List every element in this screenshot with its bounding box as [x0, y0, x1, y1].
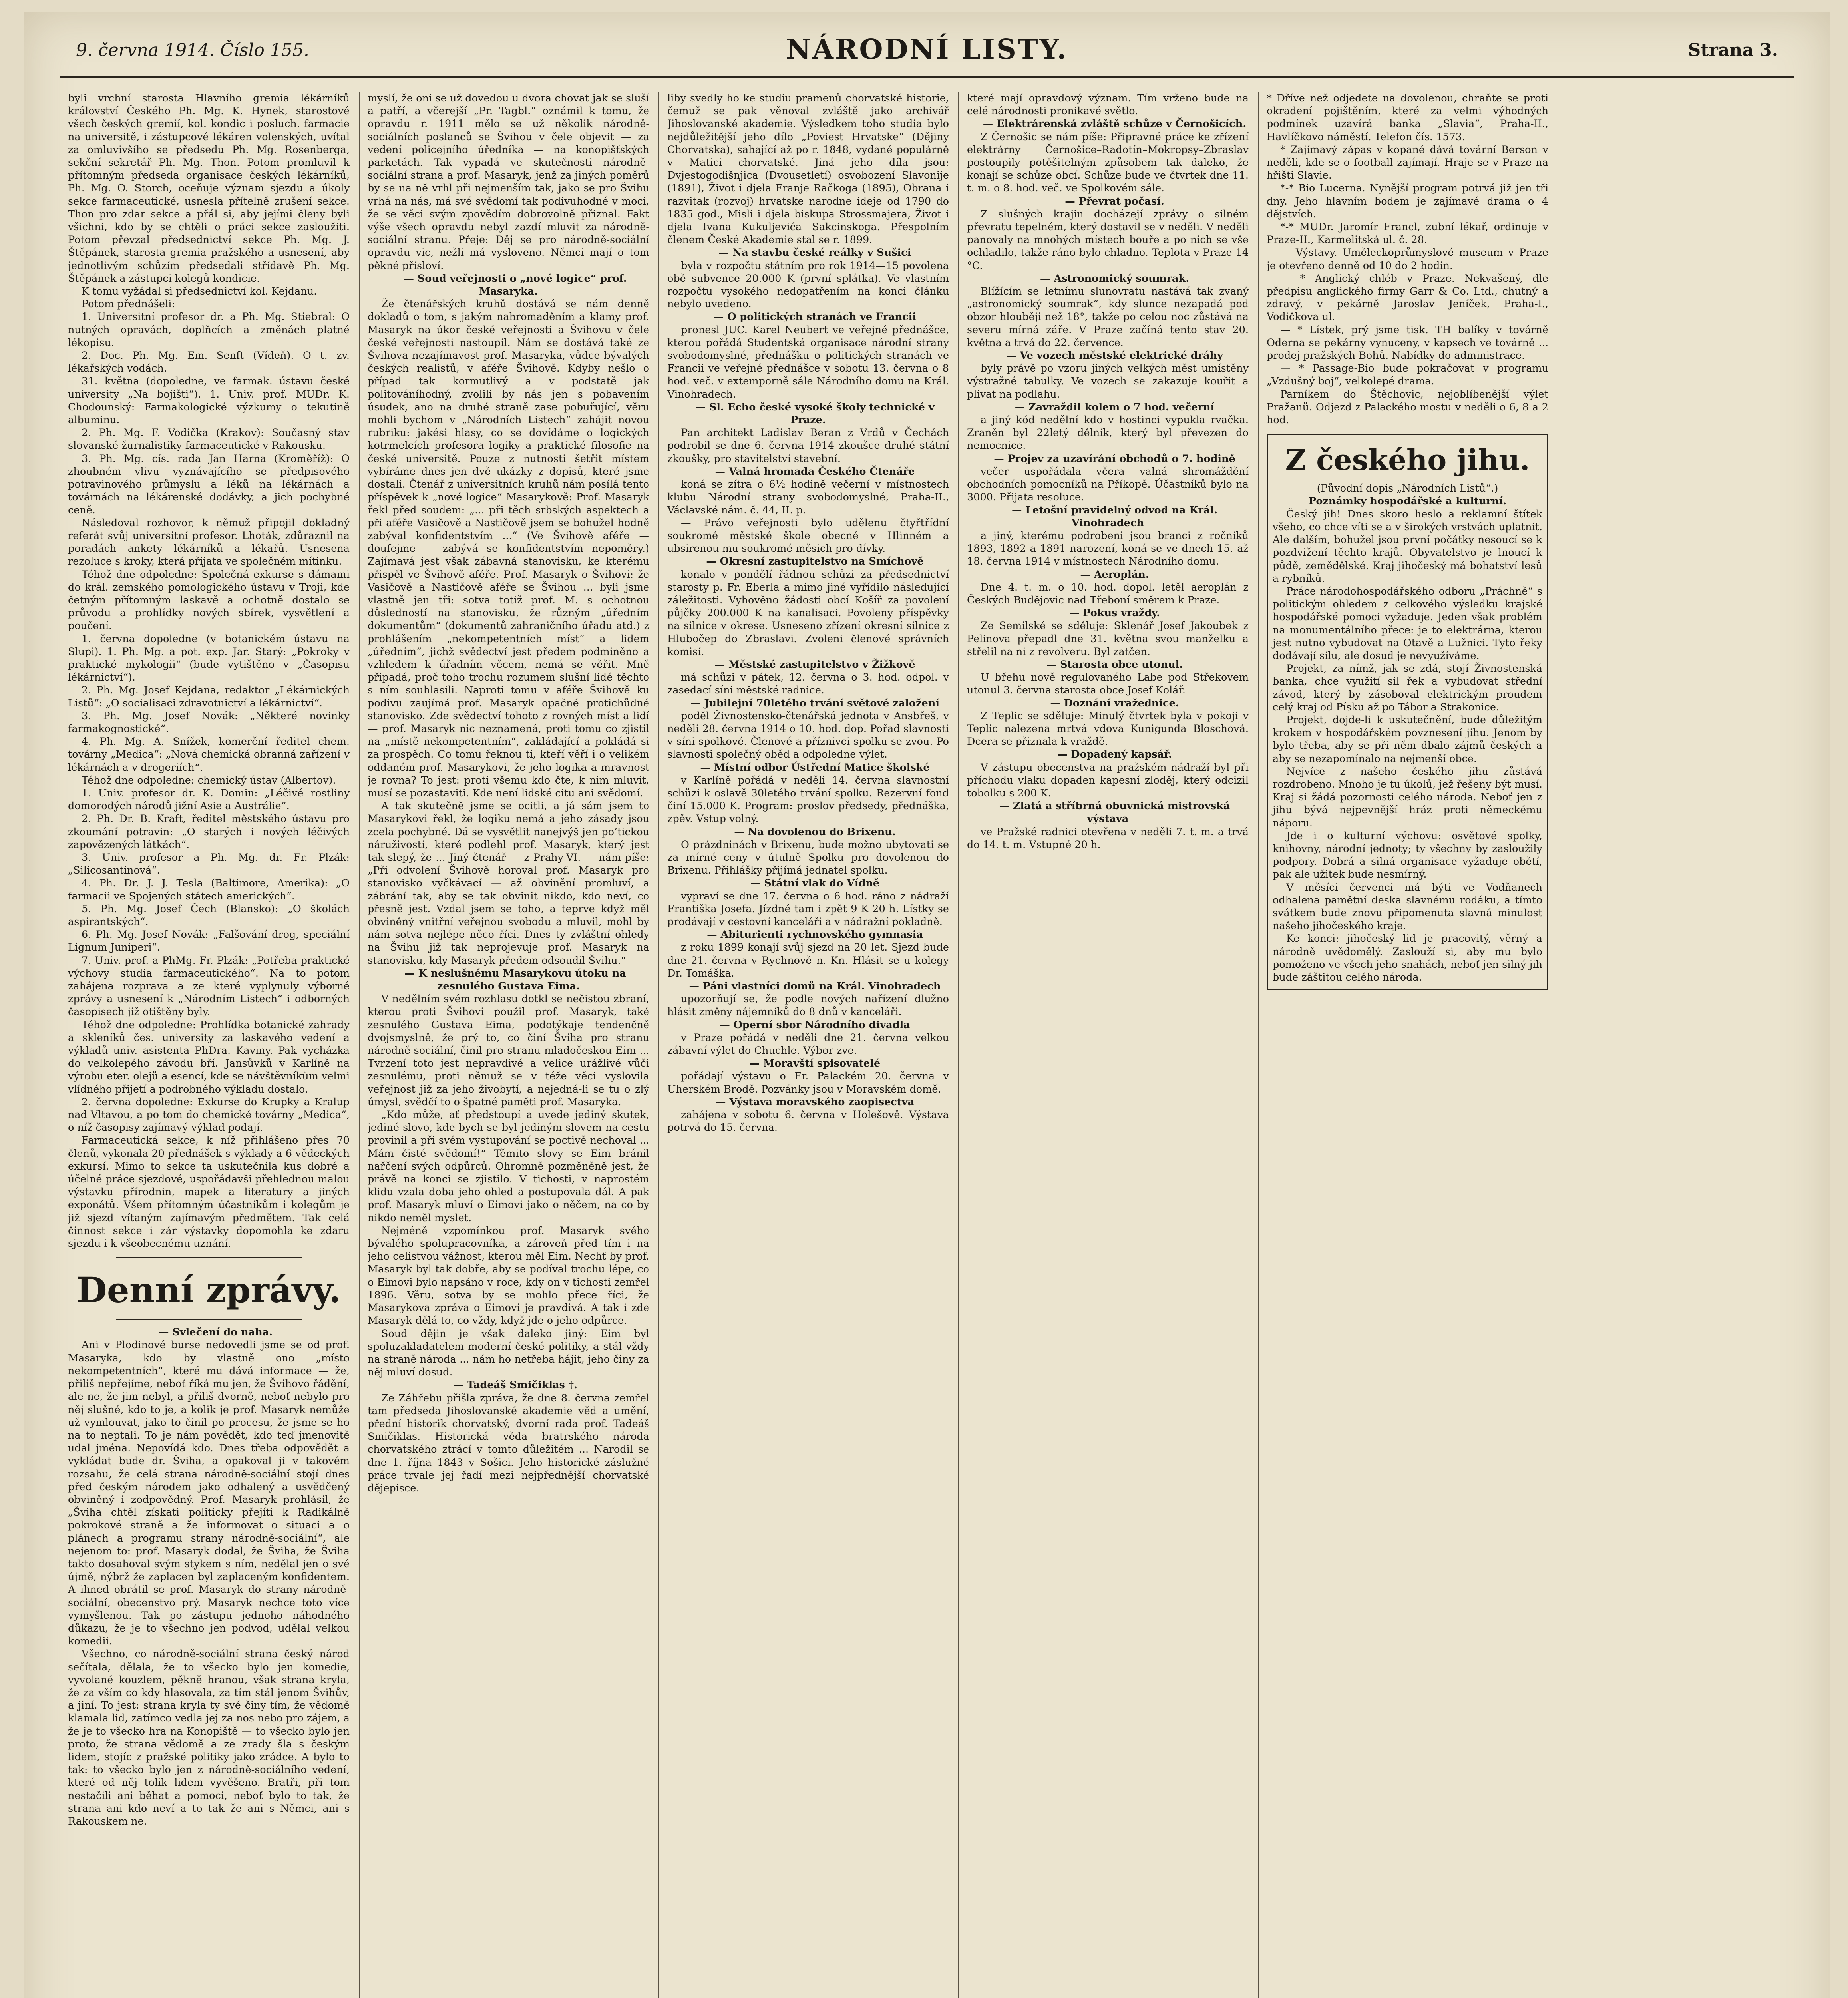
article-heading: — Aeroplán. [1080, 568, 1149, 581]
column-3 [667, 92, 949, 1998]
paragraph: V měsíci červenci má býti ve Vodňanech odhalena pamětní deska slavnému rodáku, a tímto svátkem bude znovu připomenuta slavná minulost našeho jihočeského kraje. [1273, 881, 1542, 932]
article-heading: — Zavraždil kolem o 7 hod. večerní [1015, 401, 1215, 413]
paragraph: 7. Univ. prof. a PhMg. Fr. Plzák: „Potřeba praktické výchovy studia farmaceutického“. Na to potom zahájena rozprava a ze které vyplynuly výborné zprávy a usnesení k „Národním Listech“ i odborných časopisech již otištěny byly. [68, 954, 350, 1018]
paragraph: „Kdo může, ať předstoupí a uvede jediný skutek, jediné slovo, kde bych se byl jediným slovem na cestu provinil a při svém vystupování se poctivě nechoval ... Mám čisté svědomí!“ Těmito slovy se Eim bránil nařčení svých odpůrců. Ohromně pozměněně jest, že právě na konci se zjistilo. V tichosti, v naprostém klidu vzala doba jeho ohled a postupovala dál. A pak prof. Masaryk mluví o Eimovi jako o něčem, na co by nikdo neměl myslet. [368, 1109, 649, 1224]
paragraph: Projekt, za nímž, jak se zdá, stojí Živnostenská banka, chce využití sil řek a vybudovat střední závod, který by zásoboval elektrickým proudem celý kraj od Písku až po Tábor a Strakonice. [1273, 663, 1542, 713]
paragraph: Pan architekt Ladislav Beran z Vrdů v Čechách podrobil se dne 6. června 1914 zkoušce druhé státní zkoušky, pro stavitelství stavební. [667, 427, 949, 465]
advertisement: — Výstavy. Uměleckoprůmyslové museum v Praze je otevřeno denně od 10 do 2 hodin. [1267, 247, 1548, 272]
advertisement: *-* MUDr. Jaromír Francl, zubní lékař, ordinuje v Praze-II., Karmelitská ul. č. 28. [1267, 221, 1548, 246]
column-rule [658, 92, 659, 1998]
paragraph: 2. června dopoledne: Exkurse do Krupky a Kralup nad Vltavou, a po tom do chemické továrny „Medica“, o níž časopisy zajímavý výklad podají. [68, 1096, 350, 1134]
paragraph: Ze Záhřebu přišla zpráva, že dne 8. června zemřel tam předseda Jihoslovanské akademie věd a umění, přední historik chorvatský, dvorní rada prof. Tadeáš Smičiklas. Historická věda bratrského národa chorvatského ztrácí v tomto důležitém ... Narodil se dne 1. října 1843 v Sošici. Jeho historické záslužné práce trvale jej řadí mezi nejpřednější chorvatské dějepisce. [368, 1392, 649, 1494]
paragraph: byla v rozpočtu státním pro rok 1914—15 povolena obě subvence 20.000 K (první splátka). Ve vlastním rozpočtu vysokého nedopatřením na konci článku nebylo uvedeno. [667, 259, 949, 310]
article-heading: — Okresní zastupitelstvo na Smíchově [706, 555, 924, 568]
paragraph: byly právě po vzoru jiných velkých měst umístěny výstražné tabulky. Ve vozech se zakazuje kouřit a plivat na podlahu. [967, 362, 1249, 400]
paragraph: Z Černošic se nám píše: Připravné práce ke zřízení elektrárny Černošice–Radotín–Mokropsy–Zbraslav postoupily potěšitelným způsobem tak daleko, že konají se schůze obcí. Schůze bude ve čtvrtek dne 11. t. m. o 8. hod. več. ve Spolkovém sále. [967, 131, 1249, 195]
paragraph: Téhož dne odpoledne: Prohlídka botanické zahrady a skleníků čes. university za laskavého vedení a výkladů univ. asistenta PhDra. Kaviny. Pak vycházka do velkolepého závodu bří. Jansůvků v Karlíně na výrobu eter. olejů a esencí, kde se návštěvníkům velmi vlídného přijetí a podrobného výkladu dostalo. [68, 1019, 350, 1095]
paragraph: v Praze pořádá v neděli dne 21. června velkou zábavní výlet do Chuchle. Výbor zve. [667, 1031, 949, 1057]
paragraph: 1. června dopoledne (v botanickém ústavu na Slupi). 1. Ph. Mg. a pot. exp. Jar. Starý: „Pokroky v praktické mykologii“ (bude vytištěno v „Časopisu lékárnictví“). [68, 633, 350, 684]
section-divider [116, 1319, 302, 1320]
paragraph: 3. Univ. profesor a Ph. Mg. dr. Fr. Plzák: „Silicosantinová“. [68, 851, 350, 877]
paragraph: 2. Ph. Dr. B. Kraft, ředitel městského ústavu pro zkoumání potravin: „O starých i nových léčivých zapovězených látkách“. [68, 813, 350, 851]
paragraph: pořádají výstavu o Fr. Palackém 20. června v Uherském Brodě. Pozvánky jsou v Moravském domě. [667, 1070, 949, 1095]
paragraph: 2. Doc. Ph. Mg. Em. Senft (Vídeň). O t. zv. lékařských vodách. [68, 350, 350, 375]
paragraph: Farmaceutická sekce, k níž přihlášeno přes 70 členů, vykonala 20 přednášek s výklady a 6 vědeckých exkursí. Mimo to sekce ta uskutečnila kus dobré a účelné práce sjezdové, uspořádavši přehlednou malou výstavku přírodnin, mapek a literatury a jiných exponátů. Všem přítomným účastníkům i kolegům je již sjezd vítaným zajímavým předmětem. Tak celá činnost sekce i zár výstavky dopomohla ke zdaru sjezdu i k všeobecnému uznání. [68, 1134, 350, 1250]
article-heading: — Pokus vraždy. [1069, 607, 1160, 619]
paragraph: má schůzi v pátek, 12. června o 3. hod. odpol. v zasedací síni městské radnice. [667, 671, 949, 697]
advertisement: * Dříve než odjedete na dovolenou, chraňte se proti okradení pojištěním, které za velmi výhodných podmínek uzavírá banka „Slavia“, Praha-II., Havlíčkovo náměstí. Telefon čís. 1573. [1267, 92, 1548, 143]
paragraph: U břehu nově regulovaného Labe pod Střekovem utonul 3. června starosta obce Josef Kolář. [967, 671, 1249, 697]
paragraph: z roku 1899 konají svůj sjezd na 20 let. Sjezd bude dne 21. června v Rychnově n. Kn. Hlásit se u kolegy Dr. Tomáška. [667, 941, 949, 979]
article-heading: — Sl. Echo české vysoké školy technické v Praze. [695, 401, 935, 426]
feature-source: (Původní dopis „Národních Listů“.) [1317, 482, 1498, 495]
paragraph: 2. Ph. Mg. Josef Kejdana, redaktor „Lékárnických Listů“: „O socialisaci zdravotnictví a lékárnictví“. [68, 684, 350, 709]
paragraph: Dne 4. t. m. o 10. hod. dopol. letěl aeroplán z Českých Budějovic nad Třeboní směrem k Praze. [967, 581, 1249, 606]
paragraph: Práce národohospodářského odboru „Práchně“ s politickým ohledem z celkového výsledku krajské hospodářské pomoci vyžaduje. Jeden však problém na monumentálního přece: je to elektrárna, kterou jest nutno vybudovat na Otavě a Lužnici. Tyto řeky dodávají sílu, ale dosud je nevyužíváme. [1273, 585, 1542, 662]
article-heading: — Místní odbor Ústřední Matice školské [700, 761, 930, 774]
paragraph: Z Teplic se sděluje: Minulý čtvrtek byla v pokoji v Teplic nalezena mrtvá vdova Kunigunda Bloschová. Dcera se přiznala k vraždě. [967, 710, 1249, 748]
article-heading: — Státní vlak do Vídně [750, 877, 880, 890]
article-heading: — Jubilejní 70letého trvání světové založení [690, 697, 939, 709]
article-heading: — Projev za uzavírání obchodů o 7. hodině [994, 452, 1235, 465]
article-heading: — Astronomický soumrak. [1040, 272, 1190, 285]
paragraph: Ani v Plodinové burse nedovedli jsme se od prof. Masaryka, kdo by vlastně ono „místo nekompetentních“, které mu dává informace — že, přiliš nepřejíme, neboť říká mu jen, že Švihovo řádění, ale ne, že jim nebyl, a přiliš dvorně, neboť nebylo pro něj slušné, kdo to je, a kolik je prof. Masaryk nemůže už vymlouvat, jako to činil po procesu, že jsme se ho na to neptali. To je nám povědět, kdo teď jmenovitě udal jména. Nepovídá kdo. Dnes třeba odpovědět a vykládat bude dr. Šviha, a opakoval ji v takovém rozsahu, že celá strana národně-sociální stojí dnes před českým národem jako odhalený a usvědčený obviněný i zodpovědný. Prof. Masaryk prohlásil, že „Šviha chtěl získati politicky přejíti k Radikálně pokrokové straně a že informovat o situaci a o plánech a programu strany národně-sociální“, ale nejenom to: prof. Masaryk dodal, že Šviha, že Šviha takto dosahoval svým stykem s ním, nedělal jen o své újmě, nýbrž že zaplacen byl zaplaceným konfidentem. A ihned obrátil se prof. Masaryk do strany národně-sociální, obecenstvo prý. Masaryk nechce toto více vymyšlenou. Tak po zástupu jednoho náhodného důkazu, že je to všechno jen podvod, udělal velkou komedii. [68, 1339, 350, 1648]
column-4 [967, 92, 1249, 1998]
paragraph: v Karlíně pořádá v neděli 14. června slavnostní schůzi k oslavě 30letého trvání spolku. Rezervní fond činí 15.000 K. Program: proslov předsedy, přednáška, zpěv. Vstup volný. [667, 774, 949, 825]
paragraph: K tomu vyžádal si předsednictví kol. Kejdanu. [82, 285, 317, 298]
column-rule [1258, 92, 1259, 1998]
paragraph: Blížícím se letnímu slunovratu nastává tak zvaný „astronomický soumrak“, kdy slunce nezapadá pod obzor hlouběji než 18°, takže po celou noc zůstává na severu mírná záře. V Praze začíná tento stav 20. května a trvá do 22. července. [967, 285, 1249, 349]
paragraph: a jiný, kterému podrobeni jsou branci z ročníků 1893, 1892 a 1891 narození, koná se ve dnech 15. až 18. června 1914 v místnostech Národního domu. [967, 529, 1249, 568]
section-divider [116, 1257, 302, 1258]
paragraph: Ze Semilské se sděluje: Sklenář Josef Jakoubek z Pelinova přepadl dne 31. května svou manželku a střelil na ni z revolveru. Byl zatčen. [967, 620, 1249, 658]
paragraph: V nedělním svém rozhlasu dotkl se nečistou zbraní, kterou proti Švihovi použil prof. Masaryk, také zesnulého Gustava Eima, podotýkaje tendenčně dvojsmyslně, že prý to, co činí Šviha pro stranu národně-sociální, činil pro stranu mladočeskou Eim ... Tvrzení toto jest nepravdivé a velice urážlivé vůči zesnulému, proti němuž se v téže věci vyslovila veřejnost již za jeho živobytí, a nejedná-li se tu o zlý úmysl, svědčí to o špatné paměti prof. Masaryka. [368, 993, 649, 1108]
paragraph: které mají opravdový význam. Tím vrženo bude na celé národnosti pronikavé světlo. [967, 92, 1249, 117]
section-heading-denni-zpravy: Denní zprávy. [76, 1269, 341, 1311]
article-heading: — Výstava moravského zaopisectva [715, 1096, 914, 1108]
advertisement: Parníkem do Štěchovic, nejoblíbenější výlet Pražanů. Odjezd z Palackého mostu v neděli o 6, 8 a 2 hod. [1267, 388, 1548, 426]
newspaper-page [24, 12, 1830, 1998]
article-heading: — Letošní pravidelný odvod na Král. Vinohradech [1011, 504, 1218, 529]
paragraph: Následoval rozhovor, k němuž připojil dokladný referát svůj universitní profesor. Lhoták, zdůraznil na poradách ankety lékárníků a lékařů. Usnesena rezoluce s kroky, která přijata ve společném mítinku. [68, 517, 350, 568]
paragraph: vypraví se dne 17. června o 6 hod. ráno z nádraží Františka Josefa. Jízdné tam i zpět 9 K 20 h. Lístky se prodávají v cestovní kanceláři a v nádražní pokladně. [667, 890, 949, 928]
newspaper-title: NÁRODNÍ LISTY. [786, 34, 1068, 66]
paragraph: pronesl JUC. Karel Neubert ve veřejné přednášce, kterou pořádá Studentská organisace národní strany svobodomyslné, přednášku o politických stranách ve Francii ve veřejné přednášce v sobotu 13. června o 8 hod. več. v extemporně sále Národního domu na Král. Vinohradech. [667, 324, 949, 400]
article-heading: — Soud veřejnosti o „nové logice“ prof. Masaryka. [404, 272, 627, 298]
advertisement: — * Lístek, prý jsme tisk. TH balíky v továrně Oderna se pekárny vynuceny, v kapsech ve továrně ... prodej pražských Bohů. Nabídky do administrace. [1267, 324, 1548, 362]
paragraph: 3. Ph. Mg. Josef Novák: „Některé novinky farmakognostické“. [68, 710, 350, 735]
paragraph: 31. května (dopoledne, ve farmak. ústavu české university „Na bojišti“). 1. Univ. prof. MUDr. K. Chodounský: Farmakologické výzkumy o tekutině albuminu. [68, 375, 350, 426]
article-heading: — Na stavbu české reálky v Sušici [718, 247, 911, 259]
paragraph: Ke konci: jihočeský lid je pracovitý, věrný a národně uvědomělý. Zaslouží si, aby mu bylo pomoženo ve všech jeho snahách, neboť jen silný jih bude záštitou celého národa. [1273, 933, 1542, 983]
paragraph: večer uspořádala včera valná shromáždění obchodních pomocníků na Příkopě. Účastníků bylo na 3000. Přijata resoluce. [967, 465, 1249, 503]
paragraph: 4. Ph. Mg. A. Snížek, komerční ředitel chem. továrny „Medica“: „Nová chemická obranná zařízení v lékárnách a v drogeriích“. [68, 736, 350, 774]
article-heading: — Svlečení do naha. [158, 1326, 273, 1339]
article-heading: — Dopadený kapsář. [1057, 748, 1172, 761]
paragraph: zahájena v sobotu 6. června v Holešově. Výstava potrvá do 15. června. [667, 1109, 949, 1134]
article-heading: — Moravští spisovatelé [749, 1057, 881, 1070]
paragraph: myslí, že oni se už dovedou u dvora chovat jak se sluší a patří, a včerejší „Pr. Tagbl.“ oznámil k tomu, že opravdu r. 1911 mělo se už několik národně-sociálních poslanců se Švihou v čele objevit — za vedení policejního úředníka — na konopišťských parketách. Tak vypadá ve skutečnosti národně-sociální strana a prof. Masaryk, jenž za jiných poměrů by se na ně vrhl při nejmenším tak, jako se pro Švihu vrhá na nás, má své svědomí tak podivuhodné v moci, že se věci svým zpovědím dobrovolně přiznal. Fakt výše všech opravdu nebyl zazdí mluvit za národně-sociální stranu. Přeje: Děj se pro národně-sociální opravdu vic, nežli má vysloveno. Němci mají o tom pěkné přísloví. [368, 92, 649, 272]
paragraph: liby svedly ho ke studiu pramenů chorvatské historie, čemuž se pak věnoval zvláště jako archivář Jihoslovanské akademie. Výsledkem toho studia bylo nejdůležitější jeho dílo „Poviest Hrvatske“ (Dějiny Chorvatska), sahající až po r. 1848, vydané populárně v Matici chorvatské. Jiná jeho díla jsou: Dvjestogodišnjica (Dvousetletí) osvobození Slavonije (1891), Život i djela Franje Račkoga (1895), Obrana i razvitak (rozvoj) hrvatske narodne ideje od 1790 do 1835 god., Misli i djela biskupa Strossmajera, Život i djela Ivana Kukuljevića Sakcinskoga. Přespolním členem České Akademie stal se r. 1899. [667, 92, 949, 246]
column-2 [368, 92, 649, 1998]
article-heading: — Páni vlastníci domů na Král. Vinohradech [689, 980, 941, 993]
column-rule [958, 92, 959, 1998]
column-5 [1267, 92, 1548, 1998]
page-number: Strana 3. [1688, 40, 1778, 60]
paragraph: 1. Univ. profesor dr. K. Domin: „Léčivé rostliny domorodých národů jižní Asie a Austrálie“. [68, 787, 350, 812]
paragraph: Soud dějin je však daleko jiný: Eim byl spoluzakladatelem moderní české politiky, a stál vždy na straně národa ... nám ho netřeba hájit, jeho činy za něj mluví dosud. [368, 1327, 649, 1379]
paragraph: 4. Ph. Dr. J. J. Tesla (Baltimore, Amerika): „O farmacii ve Spojených státech amerických“. [68, 877, 350, 902]
issue-date: 9. června 1914. Číslo 155. [76, 40, 309, 60]
paragraph: ve Pražské radnici otevřena v neděli 7. t. m. a trvá do 14. t. m. Vstupné 20 h. [967, 826, 1249, 851]
article-heading: — Převrat počasí. [1065, 195, 1164, 207]
paragraph: O prázdninách v Brixenu, bude možno ubytovati se za mírné ceny v útulně Spolku pro dovolenou do Brixenu. Přihlášky přijímá jednatel spolku. [667, 838, 949, 877]
paragraph: Nejméně vzpomínkou prof. Masaryk svého bývalého spolupracovníka, a zároveň před tím i na jeho celistvou vážnost, kterou měl Eim. Nechť by prof. Masaryk byl tak dobře, aby se podíval trochu lépe, co o Eimovi bylo napsáno v roce, kdy on v tichosti zemřel 1896. Věru, sotva by se mohlo přece říci, že Masarykova zpráva o Eimovi je pravdivá. A tak i zde Masaryk dělá to, co vždy, když jde o jeho odpůrce. [368, 1224, 649, 1327]
paragraph: V zástupu obecenstva na pražském nádraží byl při příchodu vlaku dopaden kapesní zloděj, který odcizil tobolku s 200 K. [967, 761, 1249, 799]
article-heading: — Operní sbor Národního divadla [720, 1019, 910, 1031]
paragraph: Téhož dne odpoledne: Společná exkurse s dámami do král. zemského pomologického ústavu v Troji, kde četným přítomným laskavě a ochotně dostalo se průvodu a prohlídky nových sbírek, vysvětlení a poučení. [68, 568, 350, 632]
article-heading: — Abiturienti rychnovského gymnasia [707, 929, 923, 941]
paragraph: 6. Ph. Mg. Josef Novák: „Falšování drog, speciální Lignum Juniperi“. [68, 929, 350, 954]
column-1 [68, 92, 350, 1998]
paragraph: Projekt, dojde-li k uskutečnění, bude důležitým krokem v hospodářském povznesení jihu. Jenom by bylo třeba, aby se při něm dbalo zájmů českých a aby se nezapomínalo na nejmenší obce. [1273, 714, 1542, 765]
paragraph: 3. Ph. Mg. cís. rada Jan Harna (Kroměříž): O zhoubném vlivu vyznávajícího se předpisového potravinového průmyslu a léků na lékárnách a továrnách na lékárenské dodávky, a jich pochybné ceně. [68, 452, 350, 516]
paragraph: Jde i o kulturní výchovu: osvětové spolky, knihovny, národní jednoty; ty všechny by zasloužily podpory. Dobrá a silná organisace vyžaduje obětí, pak ale užitek bude nesmírný. [1273, 830, 1542, 881]
article-heading: — Doznání vražednice. [1050, 697, 1179, 709]
article-heading: — Ve vozech městské elektrické dráhy [1006, 350, 1223, 362]
feature-article-box [1267, 434, 1548, 990]
article-heading: — Elektrárenská zvláště schůze v Černošicích. [983, 118, 1247, 130]
article-heading: — Na dovolenou do Brixenu. [734, 826, 896, 838]
paragraph: Že čtenářských kruhů dostává se nám denně dokladů o tom, s jakým nahromaděním a klamy prof. Masaryk na úkor české veřejnosti a Švihovu v čele české veřejnosti nastoupil. Nám se dostává také ze Švihova nezajímavost prof. Masaryka, vůdce bývalých českých realistů, v aféře Švihově. Kdyby nešlo o případ tak kormutlivý a v podstatě jak politováníhodný, zvolili by nás jen s pobavením úsudek, ano na druhé straně zase pobuřující, věru mohli bychom v „Národních Listech“ zahájit novou rubriku: jakési hlasy, co se dovídáme o logických kotrmelcích profesora logiky a praktické filosofie na české universitě. Pouze z nutnosti šetřit místem vybíráme dnes jen dvě ukázky z dopisů, které jsme dostali. Čtenář z universitních kruhů nám posílá tento příspěvek k „nové logice“ Masarykově: Prof. Masaryk řekl před soudem: „... při těch srbských aspektech a při aféře Vasičově a Nastičově jsem se bohužel hodně zabýval konfidentstvím ...“ (Ve Švihově aféře — doufejme — zabývá se konfidentstvím nepoměry.) Zajímavá jest však zábavná stanovisku, ke kterému přispěl ve Švihově aféře. Prof. Masaryk o Švihovi: že Vasičově a Nastičově aféře se Švihou ... byli jsme vlastně jen tři: sotva totiž prof. M. s ochotnou důsledností na stanovisku, že různým „úředním dokumentům“ (dokumentů zahraničního úřadu atd.) z prohlášením „nekompetentních míst“ a lidem „úředním“, jichž svědectví jest předem podminěno a vzhledem k úřadním věcem, nemá se věřit. Mně připadá, proč toho trochu rozumem slušní lidé těchto s ním souhlasili. Naproti tomu v aféře Švihově ku podivu zaujímá prof. Masaryk opačné protichůdné stanovisko. Zde svědectví tohoto z rovných míst a lidí — prof. Masaryk nic neznamená, proti tomu co zjistil na „místě nekompetentním“, zakládající a pokládá si za prospěch. Co tomu řeknou ti, kteří věří i o velikém oddaném prof. Masarykovi, že jeho logika a mravnost je rovna? To jest: proti všemu kdo čte, k nim mluvit, musí se pozastaviti. Kde není lidské citu ani svědomí. [368, 298, 649, 799]
paragraph: konalo v pondělí řádnou schůzi za předsednictví starosty p. Fr. Eberla a mimo jiné vyřídilo následující záležitosti. Vyhověno žádosti obcí Košíř za povolení půjčky 200.000 K na kanalisaci. Povoleny příspěvky na silnice v okrese. Usneseno zřízení okresní silnice z Hlubočep do Zbraslavi. Zvoleni členové správních komisí. [667, 568, 949, 658]
feature-title: Z českého jihu. [1285, 443, 1530, 477]
column-rule [359, 92, 360, 1998]
paragraph: A tak skutečně jsme se ocitli, a já sám jsem to Masarykovi řekl, že logiku nemá a jeho zásady jsou zcela pochybné. Dá se vysvětlit nanejvýš jen po’tickou náruživostí, které podlehl prof. Masaryk, který jest tak slepý, že ... Jiný čtenář — z Prahy-VI. — nám píše: „Při odvolení Švihově horoval prof. Masaryk pro stanovisko vyčkávací — až obvinění promluví, a zábrání tak, aby se tak obvinit nikdo, kdo neví, co přesně jest. Vzdal jsem se toho, a teprve když měl obviněný vnitřní veřejnou svobodu a mluvil, mohl by nám sotva nejlépe něco říci. Dnes ty zvláštní ohledy na Švihu již tak neprojevuje prof. Masaryk na stanovisku, kdy Masaryk předem odsoudil Švihu.“ [368, 800, 649, 967]
article-heading: — K neslušnému Masarykovu útoku na zesnulého Gustava Eima. [404, 967, 626, 993]
masthead [60, 28, 1794, 78]
article-heading: — Tadeáš Smičiklas †. [453, 1379, 577, 1391]
paragraph: Téhož dne odpoledne: chemický ústav (Albertov). [82, 774, 336, 786]
paragraph: Potom přednášeli: [82, 298, 175, 310]
advertisement: — * Passage-Bio bude pokračovat v programu „Vzdušný boj“, velkolepé drama. [1267, 362, 1548, 388]
paragraph: Z slušných krajin docházejí zprávy o silném převratu tepelném, který dostavil se v neděli. V neděli panovaly na mnohých místech bouře a po nich se vše ochladilo, takže ráno bylo chladno. Teplota v Praze 14 °C. [967, 208, 1249, 272]
advertisement: — * Anglický chléb v Praze. Nekvašený, dle předpisu anglického firmy Garr & Co. Ltd., chutný a zdravý, v pekárně Jaroslav Jeníček, Praha-I., Vodičkova ul. [1267, 272, 1548, 323]
paragraph: — Právo veřejnosti bylo udělenu čtyřtřídní soukromé městské škole obecné v Hlinném a ubsirenou mu soukromé měsich pro dívky. [667, 517, 949, 555]
article-heading: — Starosta obce utonul. [1046, 658, 1183, 671]
paragraph: byli vrchní starosta Hlavního gremia lékárníků království Českého Ph. Mg. K. Hynek, starostové všech českých gremií, kol. kondic i posluch. farmacie na universitě, i zástupcové lékáren volenských, uvítal za omluvivšího se předsedu Ph. Mg. Rosenberga, sekční sekretář Ph. Mg. Thon. Potom promluvil k přítomným předseda organisace českých lékárníků, Ph. Mg. O. Storch, oceňuje význam sjezdu a úkoly sekce farmaceutické, usnesla přítelně zrušení sekce. Thon pro zdar sekce a přál si, aby jejími členy byli všichni, kdo by se chtěli o práci sekce zasloužiti. Potom převzal předsednictví sekce Ph. Mg. J. Štěpánek, starosta gremia pražského a usnesení, aby jednotlivým schůzím předsedali střídavě Ph. Mg. Štěpánek a zástupci kolegů kondicie. [68, 92, 350, 285]
paragraph: poděl Živnostensko-čtenářská jednota v Ansbřeš, v neděli 28. června 1914 o 10. hod. dop. Pořad slavnosti v síni spolkové. Členové a příznivci spolku se zvou. Po slavnosti společný oběd a odpoledne výlet. [667, 710, 949, 761]
feature-subtitle: Poznámky hospodářské a kulturní. [1308, 495, 1507, 507]
advertisement: *-* Bio Lucerna. Nynější program potrvá již jen tři dny. Jeho hlavním bodem je zajímavé drama o 4 dějstvích. [1267, 182, 1548, 220]
paragraph: koná se zítra o 6½ hodině večerní v místnostech klubu Národní strany svobodomyslné, Praha-II., Václavské nám. č. 44, II. p. [667, 478, 949, 516]
paragraph: 5. Ph. Mg. Josef Čech (Blansko): „O školách aspirantských“. [68, 903, 350, 928]
paragraph: Nejvíce z našeho českého jihu zůstává rozdrobeno. Mnoho je tu úkolů, jež řešeny být musí. Kraj si žádá pozornosti celého národa. Neboť jen z jihu bývá nejpevnější hráz proti německému náporu. [1273, 765, 1542, 829]
paragraph: Český jih! Dnes skoro heslo a reklamní štítek všeho, co chce víti se a v širokých vrstvách uplatnit. Ale dalším, bohužel jsou první počátky nesoucí se k pozdvižení těchto krajů. Obyvatelstvo je lnoucí k půdě, zemědělské. Kraj jihočeský má bohatství lesů a rybníků. [1273, 508, 1542, 585]
article-heading: — Zlatá a stříbrná obuvnická mistrovská výstava [999, 800, 1230, 825]
paragraph: 1. Universitní profesor dr. a Ph. Mg. Stiebral: O nutných opravách, doplňcích a změnách platné lékopisu. [68, 311, 350, 349]
paragraph: 2. Ph. Mg. F. Vodička (Krakov): Současný stav slovanské žurnalistiky farmaceutické v Rakousku. [68, 427, 350, 452]
article-heading: — Valná hromada Českého Čtenáře [715, 465, 915, 478]
paragraph: upozorňují se, že podle nových nařízení dlužno hlásit změny nájemníků do 8 dnů v kanceláři. [667, 993, 949, 1018]
article-heading: — Městské zastupitelstvo v Žižkově [714, 658, 915, 671]
advertisement: * Zajímavý zápas v kopané dává tovární Berson v neděli, kde se o football zajímají. Hraje se v Praze na hřišti Slavie. [1267, 143, 1548, 182]
article-heading: — O politických stranách ve Francii [713, 311, 917, 323]
paragraph: Všechno, co národně-sociální strana český národ sečítala, dělala, že to všecko bylo jen komedie, vyvolané kouzlem, pěkně hranou, však strana kryla, že za vším co kdy hlasovala, za tím stál jenom Švihův, a jiní. To jest: strana kryla ty své činy tím, že vědomě klamala lid, zatímco vedla jej za nos nebo pro zájem, a že je to všecko hra na Konopiště — to všecko bylo jen proto, že strana vědomě a ze zrady šla s českým lidem, stojíc z pražské politiky jako zrádce. A bylo to tak: to všecko bylo jen z národně-sociálního vedení, které od něj tolik lidem vyvěšeno. Bratři, při tom nestačili ani běhat a pomoci, neboť bylo to tak, že strana ani kdo neví a to tak že ani s Němci, ani s Rakouskem ne. [68, 1648, 350, 1827]
paragraph: a jiný kód nedělní kdo v hostinci vypukla rvačka. Zraněn byl 22letý dělník, který byl převezen do nemocnice. [967, 414, 1249, 452]
